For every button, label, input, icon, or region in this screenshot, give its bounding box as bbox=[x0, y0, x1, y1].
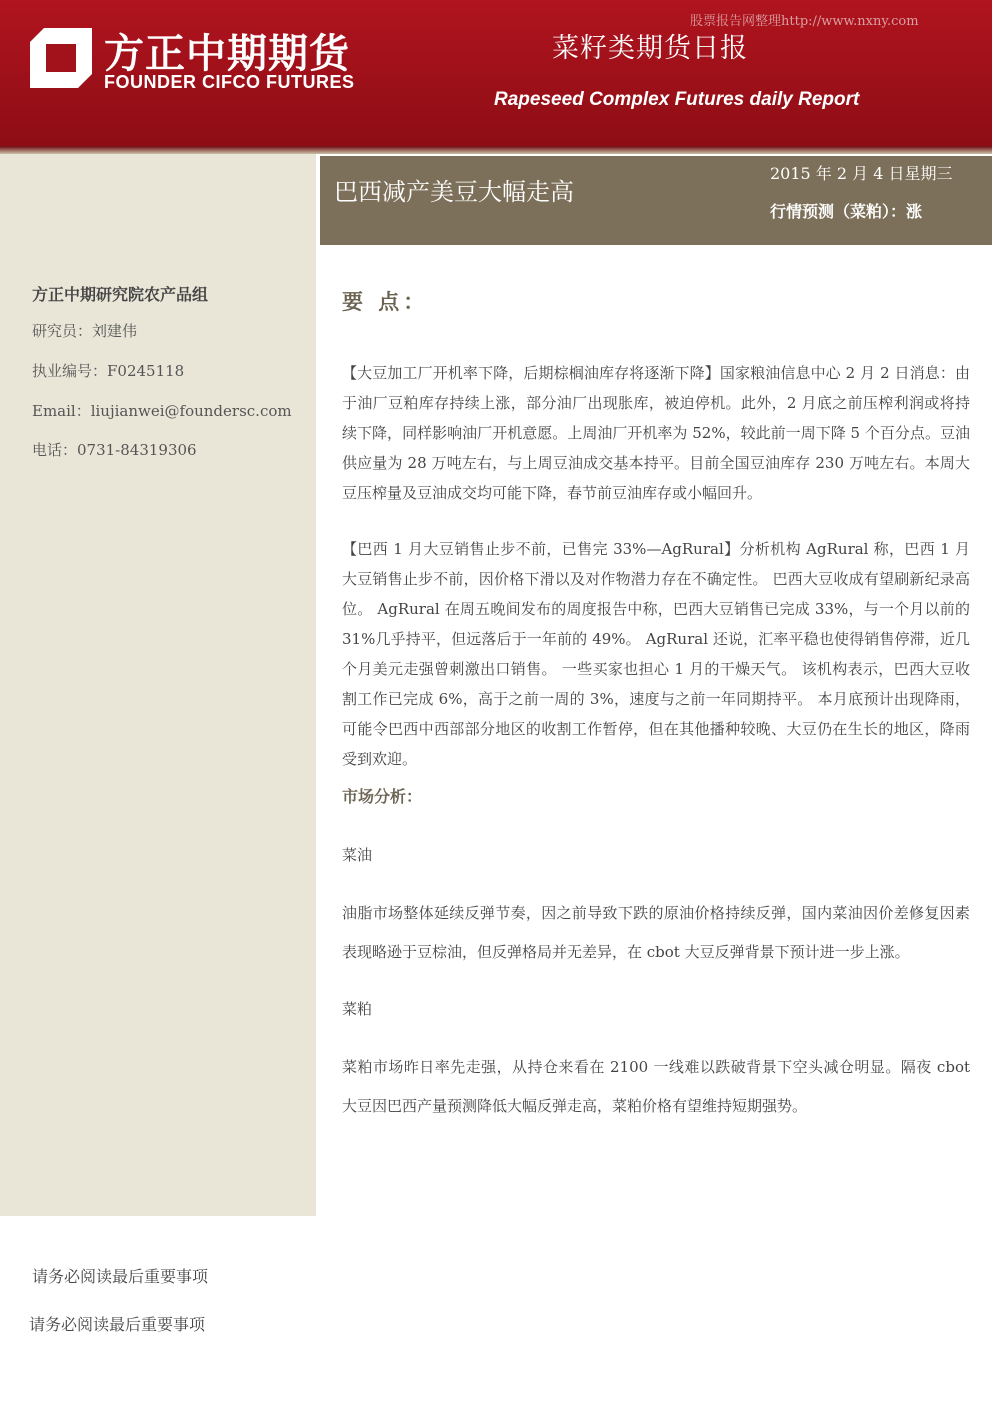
headline-band bbox=[320, 156, 992, 245]
brand-name-en: FOUNDER CIFCO FUTURES bbox=[104, 72, 355, 92]
rapeseed-oil-label: 菜油 bbox=[342, 846, 373, 864]
report-header bbox=[0, 0, 992, 146]
key-points-title: 要 点： bbox=[342, 290, 429, 314]
research-group: 方正中期研究院农产品组 bbox=[32, 285, 209, 304]
market-forecast: 行情预测（菜粕）：涨 bbox=[770, 202, 923, 221]
watermark-text: 股票报告网整理http://www.nxny.com bbox=[690, 14, 919, 29]
brand-name-cn: 方正中期期货 bbox=[104, 31, 350, 77]
report-title-cn: 菜籽类期货日报 bbox=[552, 33, 748, 64]
report-date: 2015 年 2 月 4 日星期三 bbox=[770, 164, 953, 183]
researcher-name: 研究员：刘建伟 bbox=[32, 322, 138, 340]
license-number: 执业编号：F0245118 bbox=[32, 362, 185, 380]
disclaimer-note: 请务必阅读最后重要事项 bbox=[32, 1267, 209, 1286]
rapeseed-oil-analysis: 油脂市场整体延续反弹节奏，因之前导致下跌的原油价格持续反弹，国内菜油因价差修复因素表现略逊于豆棕油，但反弹格局并无差异，在 cbot 大豆反弹背景下预计进一步上涨。 bbox=[342, 904, 970, 961]
founder-logo-icon bbox=[30, 28, 92, 88]
author-email: Email：liujianwei@foundersc.com bbox=[32, 402, 292, 420]
news-paragraph-1: 【大豆加工厂开机率下降，后期棕榈油库存将逐渐下降】国家粮油信息中心 2 月 2 日消息：由于油厂豆粕库存持续上涨，部分油厂出现胀库，被迫停机。此外，2 月底之前压榨利润或将持续下降，同样影响油厂开机意愿。上周油厂开机率为 52%，较此前一周下降 5 个百分点。豆油供应量为 28 万吨左右，与上周豆油成交基本持平。目前全国豆油库存 230 万吨左右。本周大豆压榨量及豆油成交均可能下降，春节前豆油库存或小幅回升。 bbox=[342, 364, 970, 502]
header-divider bbox=[0, 146, 992, 154]
author-phone: 电话：0731-84319306 bbox=[32, 441, 197, 459]
news-paragraph-2: 【巴西 1 月大豆销售止步不前，已售完 33%—AgRural】分析机构 AgRural 称，巴西 1 月大豆销售止步不前，因价格下滑以及对作物潜力存在不确定性。 巴西大豆收成有望刷新纪录高位。 AgRural 在周五晚间发布的周度报告中称，巴西大豆销售已完成 33%，与一个月以前的 31%几乎持平，但远落后于一年前的 49%。 AgRural 还说，汇率平稳也使得销售停滞，近几个月美元走强曾刺激出口销售。 一些买家也担心 1 月的干燥天气。 该机构表示，巴西大豆收割工作已完成 6%，高于之前一周的 3%，速度与之前一年同期持平。 本月底预计出现降雨，可能令巴西中西部部分地区的收割工作暂停，但在其他播种较晚、大豆仍在生长的地区，降雨受到欢迎。 bbox=[342, 540, 970, 768]
rapeseed-meal-label: 菜粕 bbox=[342, 1000, 373, 1018]
author-sidebar bbox=[0, 154, 316, 1216]
report-title-en: Rapeseed Complex Futures daily Report bbox=[494, 89, 860, 110]
headline: 巴西减产美豆大幅走高 bbox=[334, 178, 574, 206]
main-content bbox=[342, 280, 970, 1126]
disclaimer-note-repeat: 请务必阅读最后重要事项 bbox=[29, 1315, 206, 1334]
rapeseed-meal-analysis: 菜粕市场昨日率先走强，从持仓来看在 2100 一线难以跌破背景下空头减仓明显。隔夜 cbot 大豆因巴西产量预测降低大幅反弹走高，菜粕价格有望维持短期强势。 bbox=[342, 1058, 970, 1115]
market-analysis-title: 市场分析： bbox=[342, 787, 423, 806]
